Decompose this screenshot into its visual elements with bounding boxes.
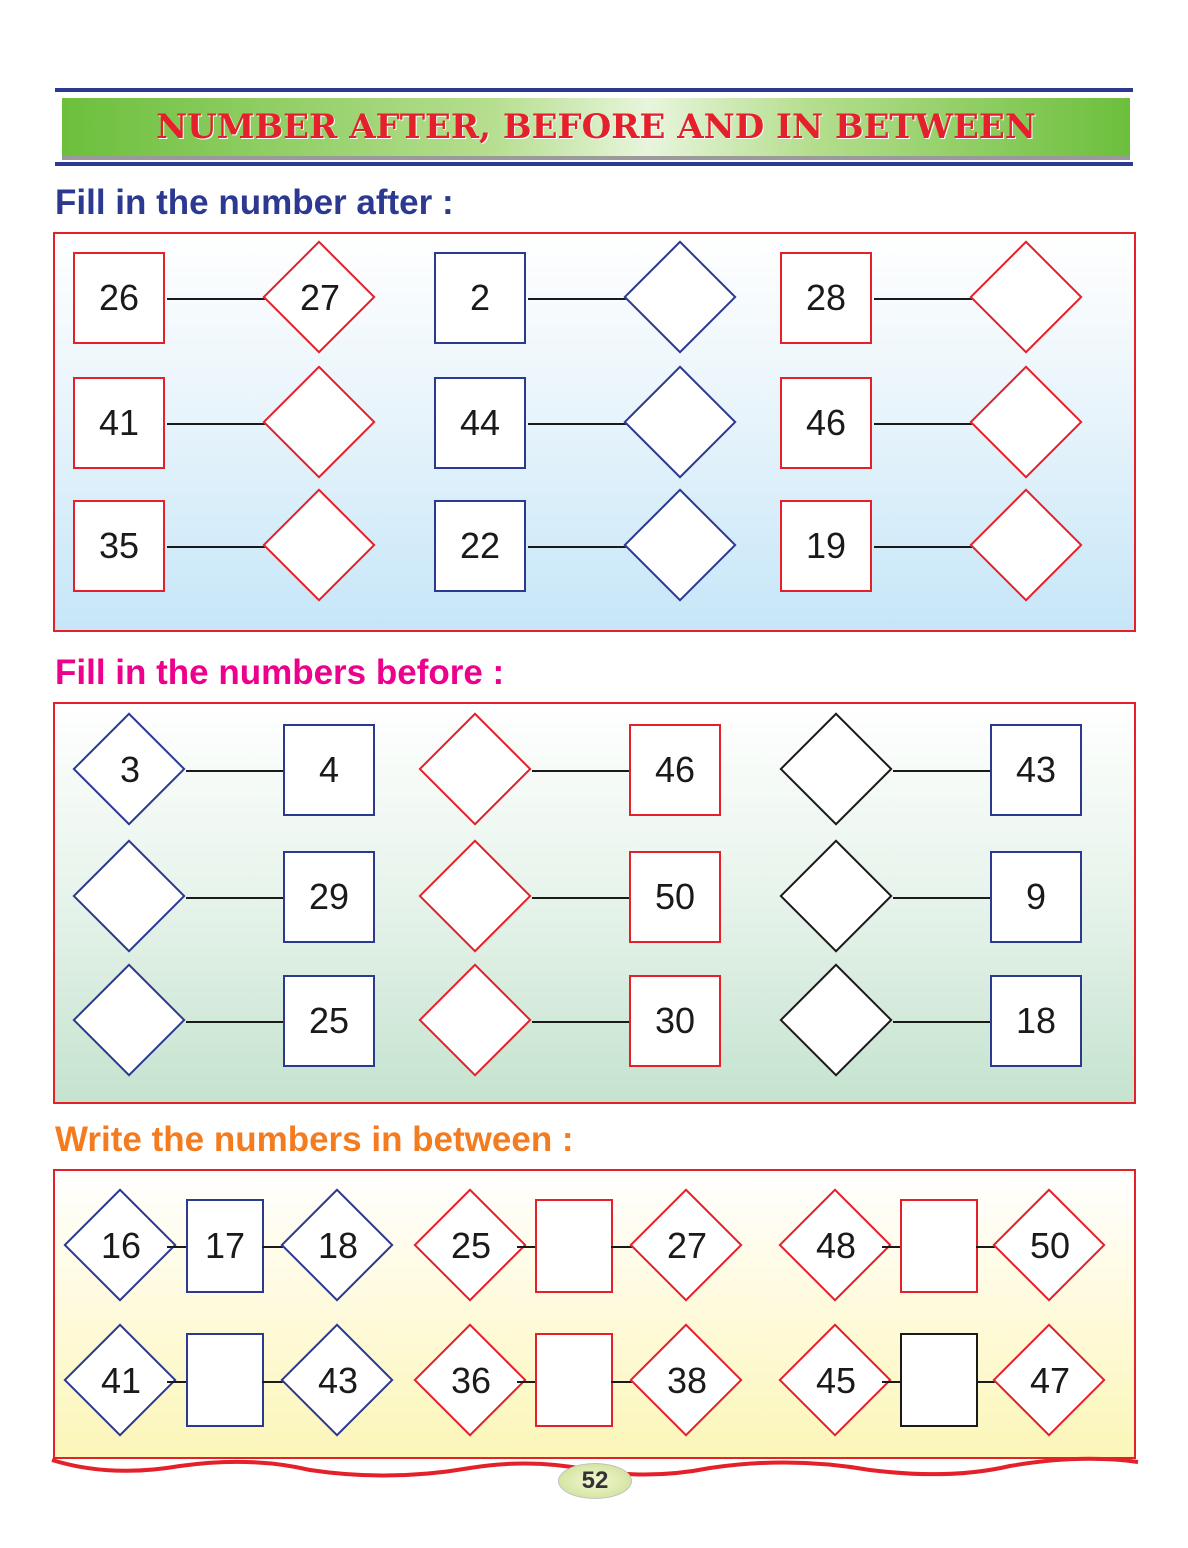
before-given-2-2: 50 (629, 851, 721, 943)
connector-line (528, 423, 628, 425)
connector-line (532, 897, 632, 899)
before-answer-1-2[interactable] (418, 712, 534, 828)
connector-line (893, 897, 993, 899)
connector-line (167, 546, 267, 548)
between-left-2-1: 41 (63, 1323, 179, 1439)
before-panel (53, 702, 1136, 1104)
connector-line (528, 546, 628, 548)
between-left-2-2: 36 (413, 1323, 529, 1439)
after-given-3-2: 22 (434, 500, 526, 592)
between-right-2-2: 38 (629, 1323, 745, 1439)
before-answer-2-3[interactable] (779, 839, 895, 955)
between-middle-1-3[interactable] (900, 1199, 978, 1293)
after-answer-2-2[interactable] (623, 365, 739, 481)
after-given-1-3: 28 (780, 252, 872, 344)
connector-line (167, 298, 267, 300)
before-given-2-1: 29 (283, 851, 375, 943)
before-given-3-1: 25 (283, 975, 375, 1067)
connector-line (186, 1021, 286, 1023)
before-answer-3-3[interactable] (779, 963, 895, 1079)
before-answer-1-1[interactable]: 3 (72, 712, 188, 828)
title-top-rule (55, 88, 1133, 92)
connector-line (893, 770, 993, 772)
after-answer-2-1[interactable] (262, 365, 378, 481)
after-answer-1-3[interactable] (969, 240, 1085, 356)
page-number: 52 (558, 1463, 632, 1499)
connector-line (893, 1021, 993, 1023)
page-title: NUMBER AFTER, BEFORE AND IN BETWEEN (156, 107, 1036, 147)
title-bottom-rule (55, 162, 1133, 166)
after-answer-2-3[interactable] (969, 365, 1085, 481)
between-left-1-1: 16 (63, 1188, 179, 1304)
before-answer-1-3[interactable] (779, 712, 895, 828)
connector-line (517, 1246, 537, 1248)
after-given-3-1: 35 (73, 500, 165, 592)
connector-line (528, 298, 628, 300)
after-answer-3-2[interactable] (623, 488, 739, 604)
between-right-1-1: 18 (280, 1188, 396, 1304)
before-given-1-2: 46 (629, 724, 721, 816)
connector-line (874, 423, 974, 425)
connector-line (167, 1381, 187, 1383)
after-given-1-2: 2 (434, 252, 526, 344)
connector-line (532, 770, 632, 772)
before-answer-3-2[interactable] (418, 963, 534, 1079)
after-given-2-1: 41 (73, 377, 165, 469)
between-right-1-2: 27 (629, 1188, 745, 1304)
before-given-1-3: 43 (990, 724, 1082, 816)
between-middle-2-1[interactable] (186, 1333, 264, 1427)
between-left-1-3: 48 (778, 1188, 894, 1304)
after-answer-1-2[interactable] (623, 240, 739, 356)
after-answer-3-3[interactable] (969, 488, 1085, 604)
title-banner (62, 98, 1130, 156)
before-given-2-3: 9 (990, 851, 1082, 943)
connector-line (167, 423, 267, 425)
after-answer-3-1[interactable] (262, 488, 378, 604)
connector-line (186, 770, 286, 772)
between-middle-2-2[interactable] (535, 1333, 613, 1427)
connector-line (517, 1381, 537, 1383)
connector-line (186, 897, 286, 899)
between-middle-1-1[interactable]: 17 (186, 1199, 264, 1293)
between-right-2-1: 43 (280, 1323, 396, 1439)
after-answer-1-1[interactable]: 27 (262, 240, 378, 356)
after-given-2-3: 46 (780, 377, 872, 469)
after-panel (53, 232, 1136, 632)
connector-line (882, 1246, 902, 1248)
connector-line (167, 1246, 187, 1248)
before-given-1-1: 4 (283, 724, 375, 816)
between-right-2-3: 47 (992, 1323, 1108, 1439)
before-answer-3-1[interactable] (72, 963, 188, 1079)
before-heading: Fill in the numbers before : (55, 653, 505, 692)
after-given-2-2: 44 (434, 377, 526, 469)
after-heading: Fill in the number after : (55, 183, 454, 222)
connector-line (882, 1381, 902, 1383)
between-middle-1-2[interactable] (535, 1199, 613, 1293)
connector-line (532, 1021, 632, 1023)
between-middle-2-3[interactable] (900, 1333, 978, 1427)
connector-line (874, 546, 974, 548)
before-given-3-3: 18 (990, 975, 1082, 1067)
before-given-3-2: 30 (629, 975, 721, 1067)
before-answer-2-1[interactable] (72, 839, 188, 955)
connector-line (874, 298, 974, 300)
between-left-2-3: 45 (778, 1323, 894, 1439)
between-heading: Write the numbers in between : (55, 1120, 574, 1159)
after-given-3-3: 19 (780, 500, 872, 592)
between-panel (53, 1169, 1136, 1459)
between-left-1-2: 25 (413, 1188, 529, 1304)
after-given-1-1: 26 (73, 252, 165, 344)
between-right-1-3: 50 (992, 1188, 1108, 1304)
before-answer-2-2[interactable] (418, 839, 534, 955)
